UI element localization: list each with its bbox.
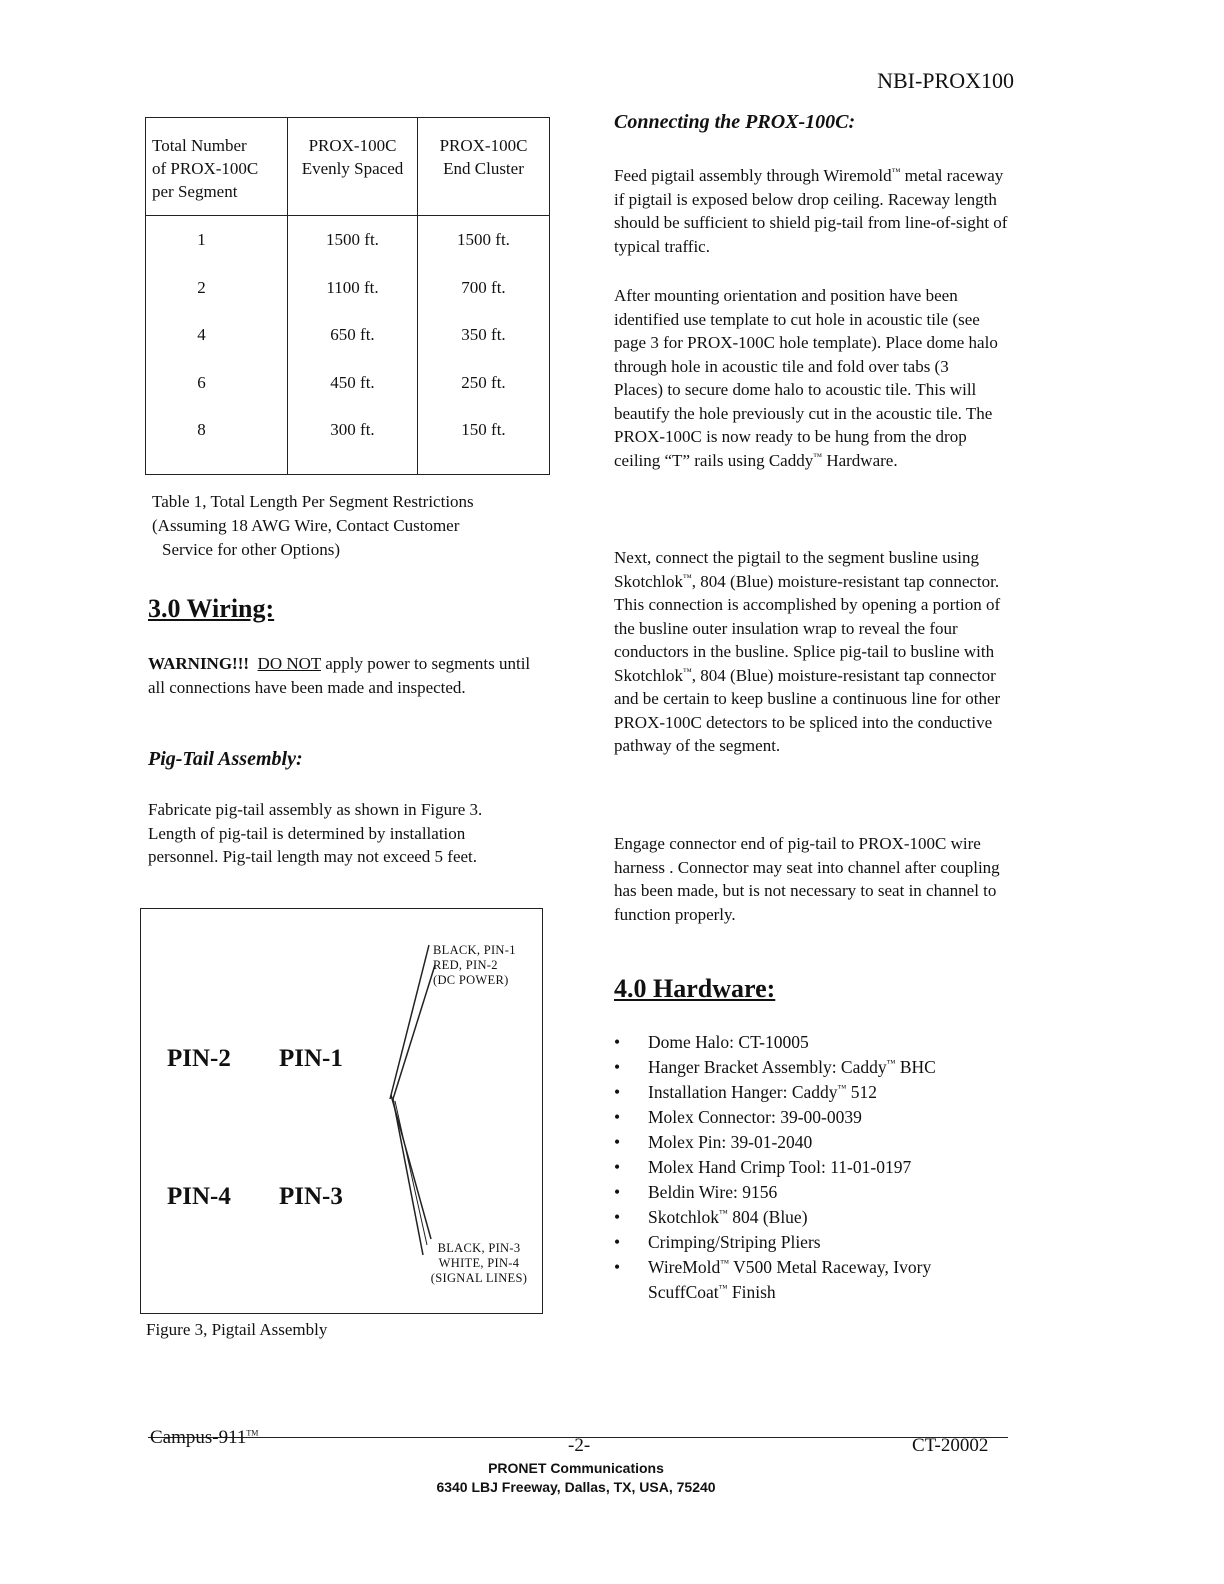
table-cell: 250 ft. (461, 372, 506, 392)
footer-product: Campus-911™ (150, 1427, 259, 1448)
table-cell: 700 ft. (461, 277, 506, 297)
pigtail-figure (140, 908, 543, 1314)
table-column-evenly-spaced (288, 216, 418, 475)
table-cell: 1500 ft. (457, 230, 510, 249)
list-item: • Dome Halo: CT-10005 (614, 1030, 1014, 1055)
table-cell: 1500 ft. (326, 230, 379, 249)
table-cell: 350 ft. (461, 325, 506, 344)
connecting-paragraph-3: Next, connect the pigtail to the segment busline using Skotchlok™, 804 (Blue) moisture-resistant tap connector. This connection is accomplished by opening a portion of the busline outer insulation wrap to reveal the four conductors in the busline. Splice pig-tail to busline with Skotchlok™, 804 (Blue) moisture-resistant tap connector and be certain to keep busline a continuous line for other PROX-100C detectors to be spliced into the conductive pathway of the segment. (614, 548, 1001, 755)
figure-caption: Figure 3, Pigtail Assembly (146, 1320, 328, 1339)
pin-1-label: PIN-1 (279, 1045, 343, 1072)
list-item: • Beldin Wire: 9156 (614, 1180, 1014, 1205)
list-item: • Molex Hand Crimp Tool: 11-01-0197 (614, 1155, 1014, 1180)
list-item: • Installation Hanger: Caddy™ 512 (614, 1080, 1014, 1105)
table-column-count (146, 216, 288, 475)
connecting-paragraph-1: Feed pigtail assembly through Wiremold™ metal raceway if pigtail is exposed below drop ceiling. Raceway length should be sufficient to shield pig-tail from line-of-sight of typical traffic. (614, 166, 1008, 256)
pin-2-label: PIN-2 (167, 1045, 231, 1072)
top-wire-label: BLACK, PIN-1 RED, PIN-2 (DC POWER) (433, 943, 516, 987)
pin-3-label: PIN-3 (279, 1183, 343, 1210)
document-id: NBI-PROX100 (877, 68, 1014, 93)
table-cell: 1 (197, 230, 206, 249)
list-item: • Skotchlok™ 804 (Blue) (614, 1205, 1014, 1230)
table-caption: Table 1, Total Length Per Segment Restrictions (Assuming 18 AWG Wire, Contact Customer Service for other Options) (152, 492, 474, 559)
footer-doc-number: CT-20002 (912, 1435, 989, 1456)
page-number: -2- (568, 1435, 591, 1456)
hardware-list (614, 1030, 1014, 1305)
list-item: • Molex Connector: 39-00-0039 (614, 1105, 1014, 1130)
table-cell: 1100 ft. (326, 277, 379, 297)
connecting-paragraph-4: Engage connector end of pig-tail to PROX-100C wire harness . Connector may seat into channel after coupling has been made, but is not necessary to seat in channel to function properly. (614, 834, 1000, 924)
wiring-heading: 3.0 Wiring: (148, 594, 275, 623)
pin-4-label: PIN-4 (167, 1183, 231, 1210)
segment-length-table (145, 117, 550, 475)
connecting-paragraph-2: After mounting orientation and position have been identified use template to cut hole in acoustic tile (see page 3 for PROX-100C hole template). Place dome halo through hole in acoustic tile and fold over tabs (3 Places) to secure dome halo to acoustic tile. This will beautify the hole previously cut in the acoustic tile. The PROX-100C is now ready to be hung from the drop ceiling “T” rails using Caddy™ Hardware. (614, 286, 998, 470)
footer-company: PRONET Communications (488, 1460, 664, 1476)
table-cell: 450 ft. (330, 372, 375, 392)
list-item: • WireMold™ V500 Metal Raceway, Ivory ScuffCoat™ Finish (614, 1255, 1014, 1305)
table-cell: 8 (197, 420, 206, 439)
hardware-heading: 4.0 Hardware: (614, 974, 776, 1003)
warning-do-not: DO NOT (257, 654, 321, 673)
connecting-heading: Connecting the PROX-100C: (614, 111, 856, 133)
table-cell: 650 ft. (330, 325, 375, 344)
warning-label: WARNING!!! (148, 654, 250, 673)
footer-address: 6340 LBJ Freeway, Dallas, TX, USA, 75240 (436, 1479, 716, 1495)
table-header-evenly-spaced: PROX-100C Evenly Spaced (288, 118, 418, 216)
pigtail-heading: Pig-Tail Assembly: (148, 748, 303, 770)
table-column-end-cluster (418, 216, 550, 475)
table-cell: 150 ft. (461, 420, 506, 439)
bottom-wire-label: BLACK, PIN-3 WHITE, PIN-4 (SIGNAL LINES) (430, 1241, 528, 1285)
list-item: • Molex Pin: 39-01-2040 (614, 1130, 1014, 1155)
wiring-warning: WARNING!!! DO NOT apply power to segments until all connections have been made and inspected. (148, 654, 531, 697)
pigtail-body: Fabricate pig-tail assembly as shown in Figure 3. Length of pig-tail is determined by installation personnel. Pig-tail length may not exceed 5 feet. (148, 800, 483, 866)
list-item: • Hanger Bracket Assembly: Caddy™ BHC (614, 1055, 1014, 1080)
table-header-end-cluster: PROX-100C End Cluster (418, 118, 550, 216)
list-item: • Crimping/Striping Pliers (614, 1230, 1014, 1255)
table-cell: 4 (197, 325, 206, 344)
table-cell: 300 ft. (330, 420, 375, 439)
table-cell: 2 (197, 277, 206, 297)
table-cell: 6 (197, 372, 206, 392)
table-header-total-number: Total Number of PROX-100C per Segment (146, 118, 288, 216)
